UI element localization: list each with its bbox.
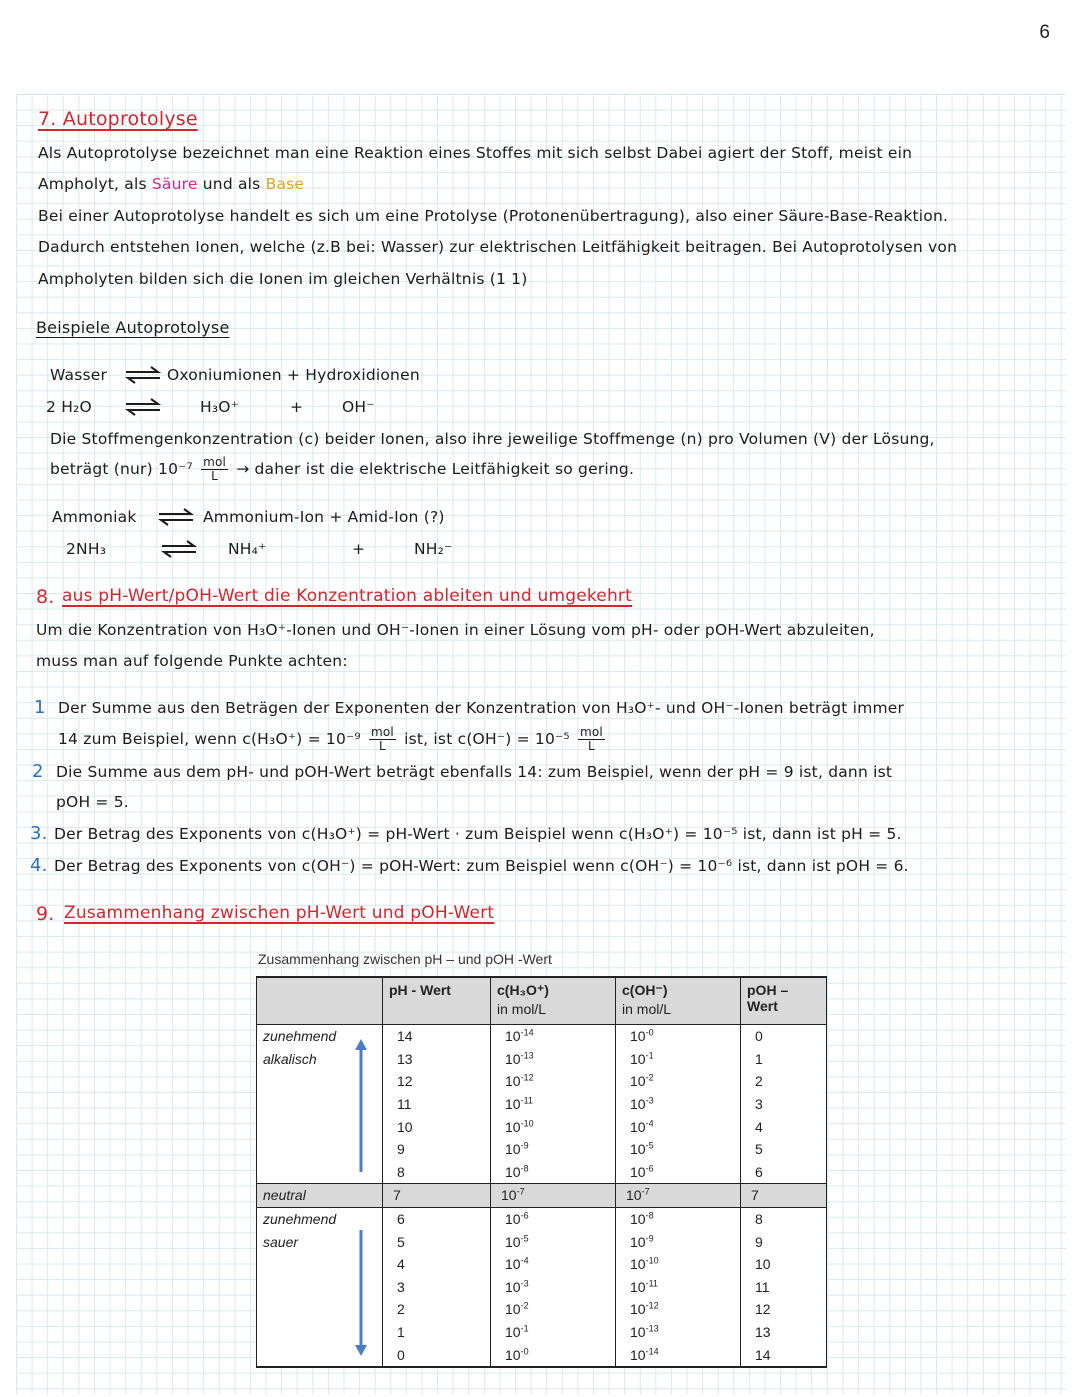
cell-h3o	[491, 1276, 616, 1299]
example-water-word: Wasser	[50, 366, 108, 384]
point-1-example-b: ist, ist c(OH⁻) = 10⁻⁵	[404, 730, 570, 748]
power-exponent: -8	[645, 1210, 654, 1221]
power-exponent: -9	[520, 1140, 529, 1151]
conc-value: beträgt (nur) 10⁻⁷	[50, 460, 193, 478]
plus-sign: +	[352, 540, 366, 558]
power-base: 10	[505, 1118, 521, 1135]
table-row	[257, 1276, 827, 1299]
unit-numerator: mol	[579, 725, 603, 739]
unit-fraction	[369, 726, 396, 753]
unit-numerator: mol	[370, 725, 394, 739]
equilibrium-arrow-icon	[124, 398, 162, 416]
cell-ph: 5	[383, 1230, 491, 1253]
point-4-number: 4.	[30, 855, 48, 876]
cell-oh	[616, 1161, 741, 1184]
power-base: 10	[505, 1346, 521, 1363]
unit-denominator: L	[211, 469, 218, 483]
section-8-intro-2: muss man auf folgende Punkte achten:	[36, 652, 348, 670]
power-base: 10	[626, 1187, 642, 1204]
cell-poh: 7	[741, 1184, 827, 1208]
cell-poh: 12	[741, 1298, 827, 1321]
power-base: 10	[630, 1233, 646, 1250]
power-base: 10	[630, 1028, 646, 1045]
power-base: 10	[505, 1256, 521, 1273]
power-exponent: -8	[520, 1163, 529, 1174]
cell-poh: 14	[741, 1343, 827, 1367]
equilibrium-arrow-icon	[157, 508, 195, 526]
cell-h3o	[491, 1230, 616, 1253]
cell-poh: 5	[741, 1138, 827, 1161]
cell-ph: 7	[383, 1184, 491, 1208]
table-header-row	[257, 977, 827, 1025]
power-exponent: -0	[520, 1345, 529, 1356]
section-7-line-3: Bei einer Autoprotolyse handelt es sich um eine Protolyse (Protonenübertragung), also einer Säure-Base-Reaktion.	[38, 207, 949, 225]
cell-ph: 6	[383, 1207, 491, 1230]
text-ampholyt: Ampholyt, als	[38, 175, 147, 193]
power-exponent: -5	[520, 1232, 529, 1243]
cell-oh	[616, 1207, 741, 1230]
ammonium-formula: NH₄⁺	[228, 540, 267, 558]
row-label: neutral	[257, 1184, 383, 1208]
power-exponent: -4	[520, 1255, 529, 1266]
unit-fraction	[201, 456, 228, 483]
cell-oh	[616, 1343, 741, 1367]
point-1-line-1: Der Summe aus den Beträgen der Exponenten der Konzentration von H₃O⁺- und OH⁻-Ionen beträgt immer	[58, 699, 905, 717]
power-exponent: -7	[641, 1186, 650, 1197]
power-exponent: -3	[520, 1278, 529, 1289]
cell-ph: 14	[383, 1025, 491, 1048]
cell-ph: 2	[383, 1298, 491, 1321]
cell-h3o	[491, 1025, 616, 1048]
unit-denominator: L	[587, 739, 595, 753]
table-row	[257, 1343, 827, 1367]
cell-oh	[616, 1138, 741, 1161]
table-row	[257, 1253, 827, 1276]
cell-oh	[616, 1115, 741, 1138]
cell-poh: 3	[741, 1093, 827, 1116]
table-caption: Zusammenhang zwischen pH – und pOH -Wert	[258, 951, 552, 967]
point-1-example-a: 14 zum Beispiel, wenn c(H₃O⁺) = 10⁻⁹	[58, 730, 361, 748]
point-2-line-1: Die Summe aus dem pH- und pOH-Wert beträgt ebenfalls 14: zum Beispiel, wenn der pH = 9 ist, dann ist	[56, 763, 893, 781]
cell-h3o	[491, 1298, 616, 1321]
power-base: 10	[505, 1096, 521, 1113]
equilibrium-arrow-icon	[160, 540, 198, 558]
point-4-line: Der Betrag des Exponents von c(OH⁻) = pOH-Wert: zum Beispiel wenn c(OH⁻) = 10⁻⁶ ist, dann ist pOH = 6.	[54, 857, 909, 875]
header-h3o-main: c(H₃O⁺)	[497, 982, 549, 998]
power-exponent: -10	[645, 1255, 659, 1266]
section-7-line-2	[38, 175, 304, 193]
power-base: 10	[630, 1073, 646, 1090]
header-oh-main: c(OH⁻)	[622, 982, 668, 998]
section-8-number: 8.	[36, 586, 55, 608]
power-base: 10	[505, 1301, 521, 1318]
cell-h3o	[491, 1321, 616, 1344]
power-exponent: -1	[645, 1050, 654, 1061]
row-label: zunehmend	[257, 1207, 383, 1230]
power-exponent: -13	[520, 1050, 534, 1061]
header-h3o	[491, 977, 616, 1025]
amide-formula: NH₂⁻	[414, 540, 453, 558]
power-base: 10	[505, 1278, 521, 1295]
power-base: 10	[630, 1050, 646, 1067]
unit-numerator: mol	[203, 455, 227, 469]
table-row	[257, 1115, 827, 1138]
power-exponent: -2	[520, 1300, 529, 1311]
power-exponent: -14	[520, 1027, 534, 1038]
power-base: 10	[630, 1163, 646, 1180]
cell-ph: 1	[383, 1321, 491, 1344]
cell-oh	[616, 1276, 741, 1299]
cell-ph: 12	[383, 1070, 491, 1093]
power-base: 10	[505, 1233, 521, 1250]
header-ph: pH - Wert	[383, 977, 491, 1025]
power-base: 10	[630, 1141, 646, 1158]
oxonium-formula: H₃O⁺	[200, 398, 240, 416]
header-poh: pOH – Wert	[741, 977, 827, 1025]
example-water-formula: 2 H₂O	[46, 398, 92, 416]
unit-fraction	[578, 726, 605, 753]
cell-ph: 13	[383, 1048, 491, 1071]
section-7-heading: 7. Autoprotolyse	[38, 108, 198, 130]
point-2-number: 2	[32, 761, 44, 782]
cell-ph: 0	[383, 1343, 491, 1367]
plus-sign: +	[290, 398, 304, 416]
table-row	[257, 1230, 827, 1253]
row-label: alkalisch	[257, 1048, 383, 1071]
cell-poh: 1	[741, 1048, 827, 1071]
section-9-number: 9.	[36, 903, 55, 925]
row-label: sauer	[257, 1230, 383, 1253]
arrow-down-icon	[352, 1230, 370, 1358]
cell-h3o	[491, 1207, 616, 1230]
header-oh	[616, 977, 741, 1025]
cell-oh	[616, 1321, 741, 1344]
power-base: 10	[630, 1256, 646, 1273]
cell-oh	[616, 1298, 741, 1321]
power-base: 10	[505, 1163, 521, 1180]
example-ammonia-word: Ammoniak	[52, 508, 137, 526]
power-exponent: -6	[645, 1163, 654, 1174]
power-exponent: -11	[520, 1095, 533, 1106]
header-oh-unit: in mol/L	[622, 1001, 672, 1017]
hydroxide-formula: OH⁻	[342, 398, 375, 416]
cell-poh: 9	[741, 1230, 827, 1253]
table-row	[257, 1138, 827, 1161]
concentration-line-1: Die Stoffmengenkonzentration (c) beider Ionen, also ihre jeweilige Stoffmenge (n) pro Volumen (V) der Lösung,	[50, 430, 935, 448]
ammonia-formula: 2NH₃	[66, 540, 107, 558]
cell-h3o	[491, 1161, 616, 1184]
point-1-number: 1	[34, 697, 46, 718]
power-exponent: -12	[645, 1300, 659, 1311]
power-exponent: -5	[645, 1140, 654, 1151]
example-water-products: Oxoniumionen + Hydroxidionen	[167, 366, 420, 384]
cell-poh: 8	[741, 1207, 827, 1230]
example-ammonia-products: Ammonium-Ion + Amid-Ion (?)	[203, 508, 445, 526]
power-exponent: -12	[520, 1072, 534, 1083]
cell-ph: 9	[383, 1138, 491, 1161]
cell-ph: 10	[383, 1115, 491, 1138]
power-base: 10	[630, 1118, 646, 1135]
power-exponent: -2	[645, 1072, 654, 1083]
power-exponent: -4	[645, 1118, 654, 1129]
section-7-line-1: Als Autoprotolyse bezeichnet man eine Reaktion eines Stoffes mit sich selbst Dabei agiert der Stoff, meist ein	[38, 144, 913, 162]
power-exponent: -10	[520, 1118, 534, 1129]
examples-heading: Beispiele Autoprotolyse	[36, 318, 230, 337]
table-row	[257, 1093, 827, 1116]
power-base: 10	[505, 1324, 521, 1341]
unit-denominator: L	[379, 739, 386, 753]
power-base: 10	[505, 1141, 521, 1158]
section-8-heading: aus pH-Wert/pOH-Wert die Konzentration ableiten und umgekehrt	[62, 586, 632, 606]
cell-h3o	[491, 1343, 616, 1367]
concentration-line-2	[50, 456, 634, 483]
table-row	[257, 1161, 827, 1184]
word-saeure: Säure	[151, 175, 198, 193]
cell-poh: 6	[741, 1161, 827, 1184]
cell-h3o	[491, 1093, 616, 1116]
power-exponent: -14	[645, 1345, 659, 1356]
point-2-line-2: pOH = 5.	[56, 793, 129, 811]
cell-ph: 4	[383, 1253, 491, 1276]
cell-poh: 4	[741, 1115, 827, 1138]
power-exponent: -0	[645, 1027, 654, 1038]
cell-h3o	[491, 1138, 616, 1161]
equilibrium-arrow-icon	[124, 366, 162, 384]
table-row-neutral	[257, 1184, 827, 1208]
power-exponent: -9	[645, 1232, 654, 1243]
table-row	[257, 1070, 827, 1093]
power-base: 10	[630, 1211, 646, 1228]
power-base: 10	[630, 1096, 646, 1113]
table-body	[257, 1025, 827, 1367]
cell-oh	[616, 1230, 741, 1253]
power-exponent: -1	[520, 1323, 529, 1334]
word-base: Base	[265, 175, 305, 193]
table-row	[257, 1048, 827, 1071]
cell-oh	[616, 1253, 741, 1276]
cell-ph: 3	[383, 1276, 491, 1299]
page-number: 6	[1039, 22, 1050, 43]
section-7-line-5: Ampholyten bilden sich die Ionen im gleichen Verhältnis (1 1)	[38, 270, 528, 288]
table-row	[257, 1321, 827, 1344]
power-base: 10	[505, 1073, 521, 1090]
power-exponent: -3	[645, 1095, 654, 1106]
power-base: 10	[505, 1211, 521, 1228]
power-exponent: -6	[520, 1210, 529, 1221]
cell-h3o	[491, 1253, 616, 1276]
point-1-line-2	[58, 726, 608, 753]
cell-h3o	[491, 1048, 616, 1071]
section-7-line-4: Dadurch entstehen Ionen, welche (z.B bei: Wasser) zur elektrischen Leitfähigkeit beitragen. Bei Autoprotolysen von	[38, 238, 958, 256]
power-base: 10	[501, 1187, 517, 1204]
cell-h3o	[491, 1184, 616, 1208]
power-base: 10	[630, 1324, 646, 1341]
header-h3o-unit: in mol/L	[497, 1001, 547, 1017]
power-base: 10	[630, 1278, 646, 1295]
power-base: 10	[630, 1346, 646, 1363]
power-base: 10	[630, 1301, 646, 1318]
ph-poh-table	[256, 976, 827, 1368]
section-8-intro-1: Um die Konzentration von H₃O⁺-Ionen und OH⁻-Ionen in einer Lösung vom pH- oder pOH-Wert abzuleiten,	[36, 621, 875, 639]
row-label: zunehmend	[257, 1025, 383, 1048]
cell-poh: 10	[741, 1253, 827, 1276]
cell-poh: 13	[741, 1321, 827, 1344]
section-9-heading: Zusammenhang zwischen pH-Wert und pOH-Wert	[64, 903, 495, 923]
power-base: 10	[505, 1050, 521, 1067]
power-exponent: -13	[645, 1323, 659, 1334]
conc-conclusion: → daher ist die elektrische Leitfähigkeit so gering.	[236, 460, 635, 478]
cell-ph: 11	[383, 1093, 491, 1116]
cell-oh	[616, 1048, 741, 1071]
power-exponent: -7	[516, 1186, 525, 1197]
table-row	[257, 1298, 827, 1321]
text-und-als: und als	[202, 175, 261, 193]
arrow-up-icon	[352, 1038, 370, 1174]
point-3-number: 3.	[30, 823, 48, 844]
cell-poh: 11	[741, 1276, 827, 1299]
cell-oh	[616, 1184, 741, 1208]
table-row	[257, 1025, 827, 1048]
power-exponent: -11	[645, 1278, 658, 1289]
cell-oh	[616, 1093, 741, 1116]
point-3-line: Der Betrag des Exponents von c(H₃O⁺) = pH-Wert · zum Beispiel wenn c(H₃O⁺) = 10⁻⁵ ist, dann ist pH = 5.	[54, 825, 902, 843]
cell-poh: 0	[741, 1025, 827, 1048]
cell-h3o	[491, 1115, 616, 1138]
cell-oh	[616, 1025, 741, 1048]
cell-poh: 2	[741, 1070, 827, 1093]
cell-ph: 8	[383, 1161, 491, 1184]
power-base: 10	[505, 1028, 521, 1045]
header-empty	[257, 977, 383, 1025]
cell-oh	[616, 1070, 741, 1093]
table-row	[257, 1207, 827, 1230]
cell-h3o	[491, 1070, 616, 1093]
